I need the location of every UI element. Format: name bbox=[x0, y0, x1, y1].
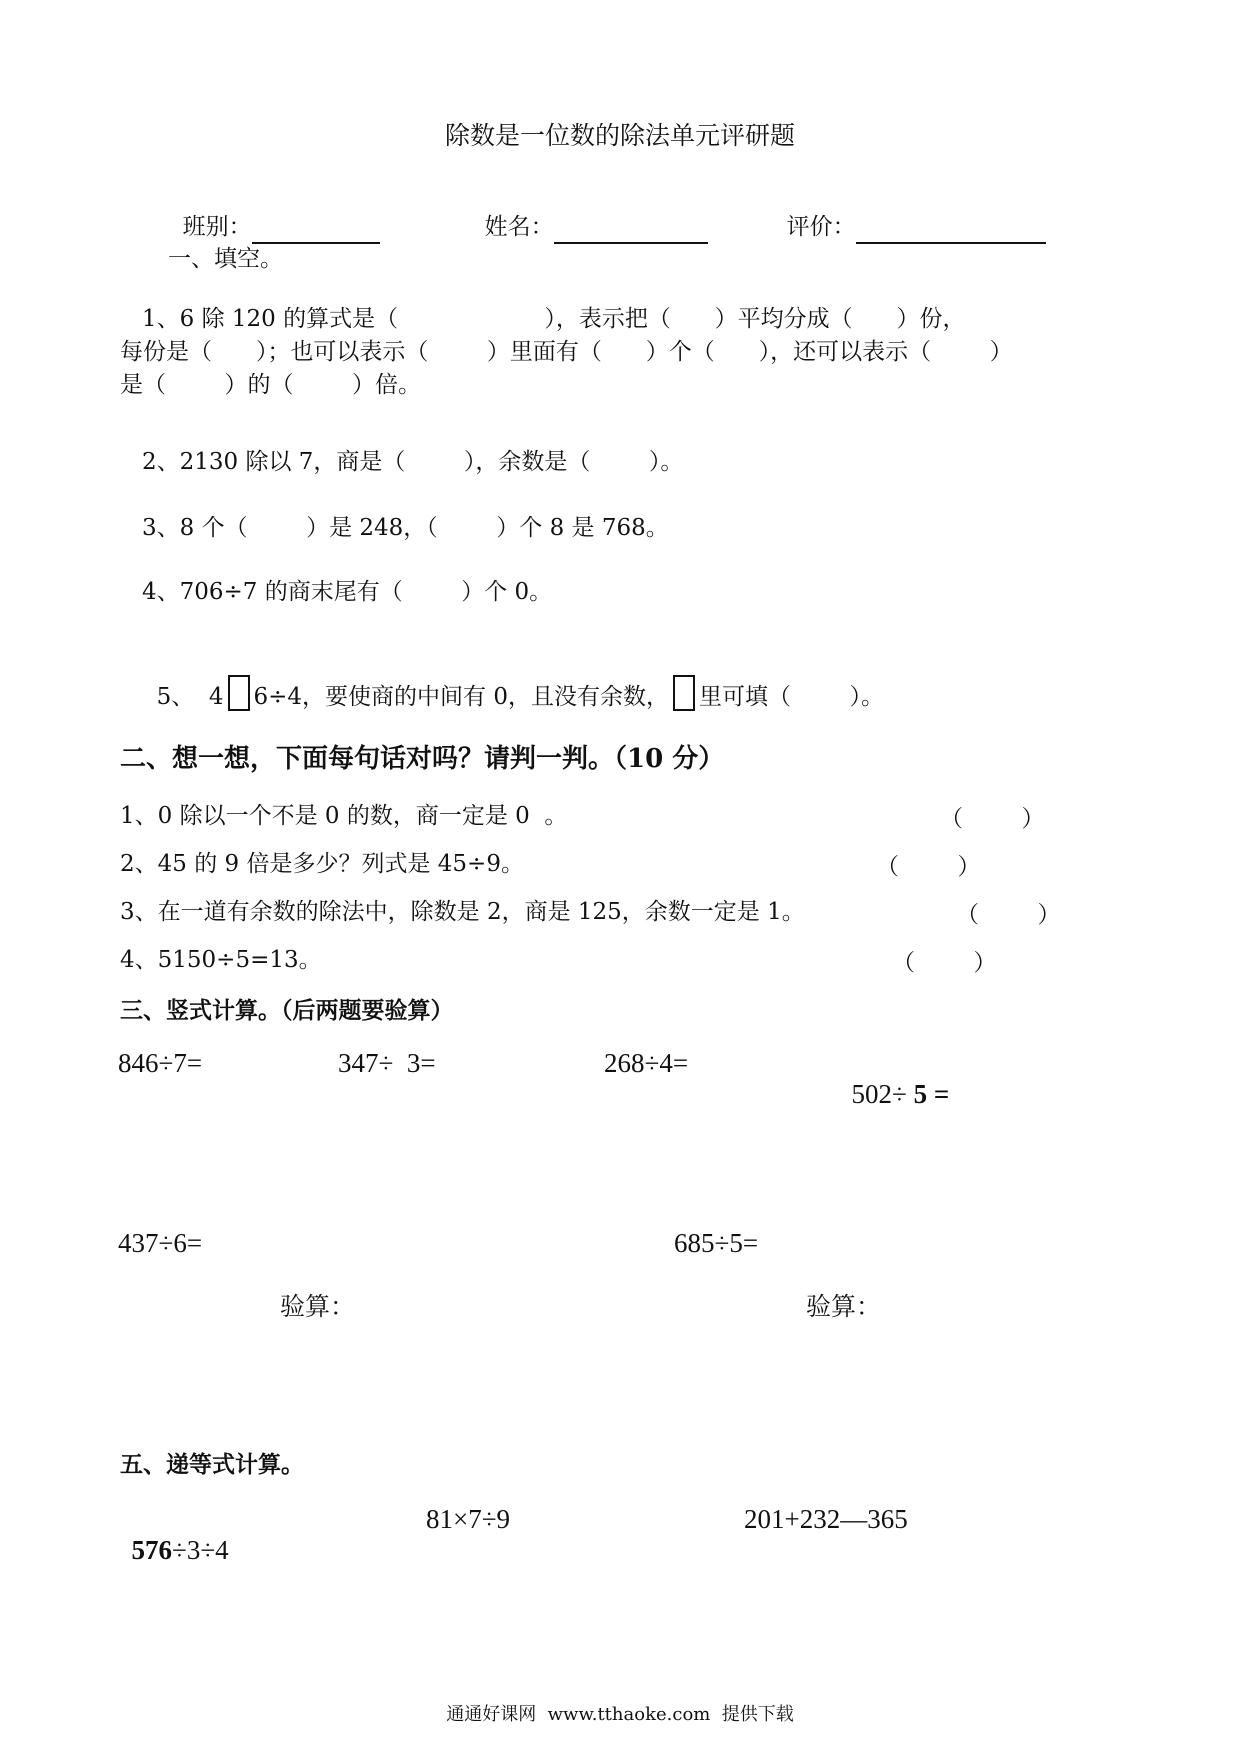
step-calc-1-rest: ÷3÷4 bbox=[172, 1535, 229, 1565]
calc-4-start: 502÷ bbox=[851, 1079, 914, 1109]
section5-heading: 五、递等式计算。 bbox=[120, 1451, 304, 1478]
section1-heading: 一、填空。 bbox=[168, 246, 283, 272]
class-field bbox=[168, 178, 380, 244]
step-calc-3: 201+232—365 bbox=[744, 1504, 908, 1534]
q3: 3、8 个（ ）是 248，（ ）个 8 是 768。 bbox=[142, 515, 669, 541]
judge-item-3: 3、在一道有余数的除法中，除数是 2，商是 125，余数一定是 1。 bbox=[120, 899, 805, 925]
q5-prefix: 5、 4 bbox=[156, 684, 224, 710]
calc-5: 437÷6= bbox=[118, 1228, 203, 1258]
digit-box[interactable] bbox=[228, 675, 250, 711]
q5 bbox=[142, 642, 884, 714]
judge-item-1: 1、0 除以一个不是 0 的数，商一定是 0 。 bbox=[120, 803, 568, 829]
q2: 2、2130 除以 7，商是（ ），余数是（ ）。 bbox=[142, 449, 684, 475]
q1-line3: 是（ ）的（ ）倍。 bbox=[120, 372, 421, 398]
check-label-2: 验算： bbox=[806, 1292, 882, 1321]
page-title: 除数是一位数的除法单元评研题 bbox=[444, 121, 795, 150]
class-label: 班别： bbox=[182, 214, 252, 240]
step-calc-1 bbox=[118, 1504, 229, 1566]
judge-answer-4[interactable]: （ ） bbox=[892, 950, 997, 976]
grade-blank[interactable] bbox=[856, 218, 1046, 244]
grade-field bbox=[772, 178, 1046, 244]
judge-item-4: 4、5150÷5=13。 bbox=[120, 947, 322, 973]
step-calc-1-start: 576 bbox=[131, 1535, 172, 1565]
section3-heading: 三、竖式计算。（后两题要验算） bbox=[120, 997, 454, 1024]
digit-box-ref bbox=[673, 675, 695, 711]
calc-2: 347÷ 3= bbox=[338, 1048, 436, 1078]
name-blank[interactable] bbox=[554, 218, 708, 244]
q1-line1: 1、6 除 120 的算式是（ ），表示把（ ）平均分成（ ）份， bbox=[142, 306, 966, 332]
calc-1: 846÷7= bbox=[118, 1048, 203, 1078]
check-label-1: 验算： bbox=[280, 1292, 356, 1321]
judge-answer-1[interactable]: （ ） bbox=[940, 806, 1045, 832]
name-field bbox=[470, 178, 708, 244]
class-blank[interactable] bbox=[252, 218, 380, 244]
q5-suffix: 里可填（ ）。 bbox=[699, 684, 884, 710]
step-calc-2: 81×7÷9 bbox=[426, 1504, 511, 1534]
calc-4 bbox=[838, 1048, 949, 1110]
judge-answer-3[interactable]: （ ） bbox=[956, 902, 1061, 928]
calc-4-end: 5 = bbox=[913, 1079, 950, 1109]
judge-item-2: 2、45 的 9 倍是多少？列式是 45÷9。 bbox=[120, 851, 524, 877]
name-label: 姓名： bbox=[484, 214, 554, 240]
q4: 4、706÷7 的商末尾有（ ）个 0。 bbox=[142, 579, 553, 605]
q5-middle: 6÷4，要使商的中间有 0，且没有余数， bbox=[253, 684, 669, 710]
section2-heading: 二、想一想，下面每句话对吗？请判一判。（10 分） bbox=[120, 744, 725, 774]
judge-answer-2[interactable]: （ ） bbox=[876, 854, 981, 880]
grade-label: 评价： bbox=[786, 214, 856, 240]
q1-line2: 每份是（ ）；也可以表示（ ）里面有（ ）个（ ），还可以表示（ ） bbox=[120, 339, 1013, 365]
calc-6: 685÷5= bbox=[674, 1228, 759, 1258]
footer-text: 通通好课网 www.tthaoke.com 提供下载 bbox=[446, 1704, 794, 1725]
calc-3: 268÷4= bbox=[604, 1048, 689, 1078]
